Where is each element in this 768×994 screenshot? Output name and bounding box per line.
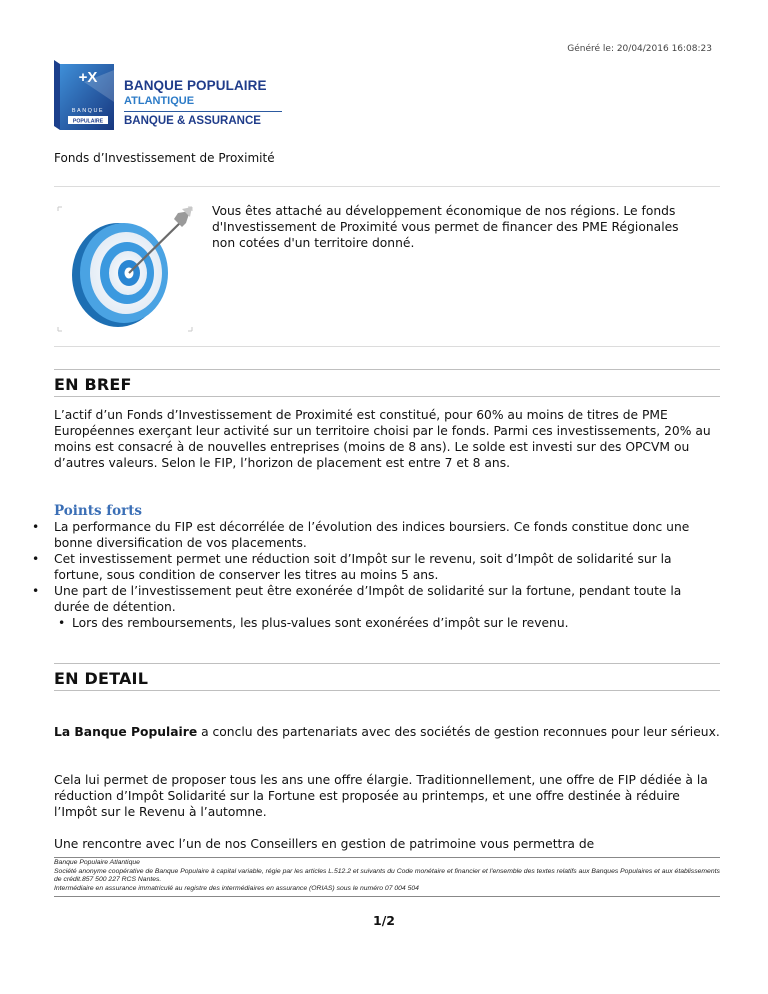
bullet-icon: • [32,552,40,566]
bullet-icon: • [32,584,40,598]
bank-name: La Banque Populaire [54,725,198,739]
list-item [32,551,720,583]
intro-divider [54,346,720,347]
en-detail-paragraph-2: Cela lui permet de proposer tous les ans une offre élargie. Traditionnellement, une offre de FIP dédiée à la réduction d’Impôt Solidarité sur la Fortune est proposée au printemps, et une offre destinée à réduire l’Impôt sur le Revenu à l’automne. [54,773,708,819]
banque-populaire-logo [54,60,114,130]
list-item-text: Lors des remboursements, les plus-values sont exonérées d’impôt sur le revenu. [72,616,569,630]
footer-line-1: Banque Populaire Atlantique [54,859,140,866]
list-item-text: Cet investissement permet une réduction soit d’Impôt sur le revenu, soit d’Impôt de solidarité sur la fortune, sous condition de conserver les titres au moins 5 ans. [54,552,672,582]
target-with-arrow-icon [56,205,194,333]
page-number: 1/2 [373,913,395,928]
en-bref-text: L’actif d’un Fonds d’Investissement de Proximité est constitué, pour 60% au moins de titres de PME Européennes exerçant leur activité sur un territoire choisi par le fonds. Parmi ces investissements, 20% au moins est consacré à de nouvelles entreprises (moins de 8 ans). Le solde est investi sur des OPCVM ou d’autres valeurs. Selon le FIP, l’horizon de placement est entre 7 et 8 ans. [54,408,711,470]
en-bref-heading: EN BREF [54,375,132,394]
bullet-icon: • [58,616,66,630]
footer-rule-bottom [54,896,720,897]
logo-line2: ATLANTIQUE [124,95,195,107]
en-detail-paragraph-3: Une rencontre avec l’un de nos Conseillers en gestion de patrimoine vous permettra de [54,837,595,851]
en-bref-rule-bottom [54,396,720,397]
en-detail-rule-top [54,663,720,664]
points-forts-heading: Points forts [54,503,143,519]
points-forts-list [32,519,720,631]
list-item-text: Une part de l’investissement peut être exonérée d’Impôt de solidarité sur la fortune, pendant toute la durée de détention. [54,584,682,614]
logo-wordmark [124,78,284,127]
en-detail-heading: EN DETAIL [54,669,149,688]
generated-timestamp: Généré le: 20/04/2016 16:08:23 [567,44,712,54]
footer-rule-top [54,857,720,858]
paragraph-text: a conclu des partenariats avec des sociétés de gestion reconnues pour leur sérieux. [197,725,720,739]
list-item-text: La performance du FIP est décorrélée de l’évolution des indices boursiers. Ce fonds constitue donc une bonne diversification de vos placements. [54,520,690,550]
footer-line-3: Intermédiaire en assurance immatriculé au registre des intermédiaires en assurance (ORIAS) sous le numéro 07 004 504 [54,884,419,892]
bullet-icon: • [32,520,40,534]
logo-line3: BANQUE & ASSURANCE [124,115,261,127]
logo-divider [124,111,282,112]
title-divider [54,186,720,187]
en-detail-rule-bottom [54,690,720,691]
list-sub-item [54,615,720,631]
logo-mark: +X [78,69,98,86]
footer-line-2: Société anonyme coopérative de Banque Populaire à capital variable, régie par les articles L.512.2 et suivants du Code monétaire et financier et l'ensemble des textes relatifs aux Banques Populaires et aux établissements de crédit.857 500 227 RCS Nantes. [54,867,720,884]
logo-side-bottom: POPULAIRE [72,118,104,125]
list-item [32,583,720,615]
logo-line1: BANQUE POPULAIRE [124,78,267,93]
list-item [32,519,720,551]
intro-text: Vous êtes attaché au développement économique de nos régions. Le fonds d'Investissement de Proximité vous permet de financer des PME Régionales non cotées d'un territoire donné. [212,204,679,250]
document-title: Fonds d’Investissement de Proximité [54,151,275,165]
en-detail-paragraph-1 [54,724,720,740]
footer-legal [54,859,720,893]
en-bref-rule-top [54,369,720,370]
logo-side-top: BANQUE [71,108,105,114]
